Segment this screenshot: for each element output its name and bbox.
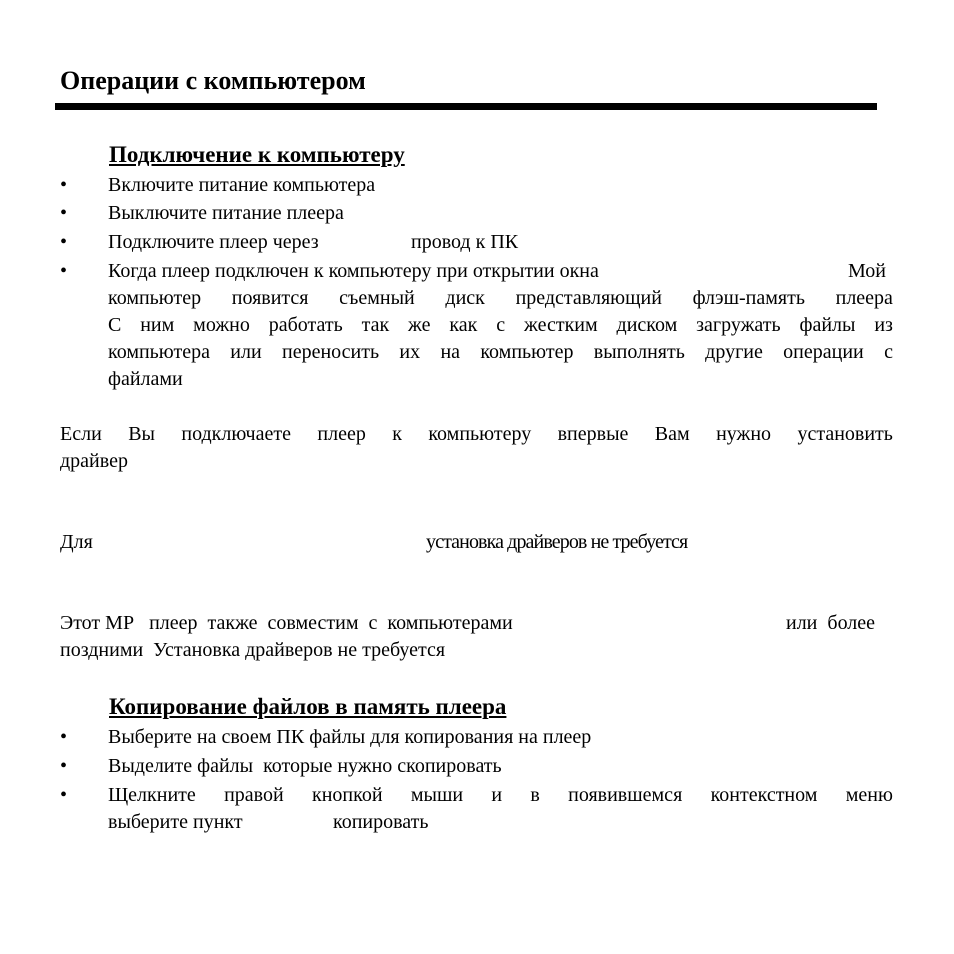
list-item-line: Когда плеер подключен к компьютеру при открытии окна bbox=[108, 260, 599, 282]
bullet-icon: • bbox=[60, 202, 68, 224]
list-item-line: компьютера или переносить их на компьютер выполнять другие операции с bbox=[108, 341, 893, 363]
section-title-copy: Копирование файлов в память плеера bbox=[109, 694, 507, 719]
list-item: Выключите питание плеера bbox=[108, 202, 344, 224]
list-item: провод к ПК bbox=[411, 231, 519, 253]
list-item: Выделите файлы которые нужно скопировать bbox=[108, 755, 502, 777]
list-item: Подключите плеер через bbox=[108, 231, 319, 253]
paragraph-line: драйвер bbox=[60, 450, 128, 472]
section-title-connect: Подключение к компьютеру bbox=[109, 142, 405, 167]
bullet-icon: • bbox=[60, 231, 68, 253]
list-item-line: С ним можно работать так же как с жестким диском загружать файлы из bbox=[108, 314, 893, 336]
paragraph-line: поздними Установка драйверов не требуется bbox=[60, 639, 446, 661]
bullet-icon: • bbox=[60, 260, 68, 282]
list-item-line: Щелкните правой кнопкой мыши и в появившемся контекстном меню bbox=[108, 784, 893, 806]
bullet-icon: • bbox=[60, 784, 68, 806]
bullet-icon: • bbox=[60, 755, 68, 777]
list-item: Выберите на своем ПК файлы для копирования на плеер bbox=[108, 726, 592, 748]
bullet-icon: • bbox=[60, 174, 68, 196]
list-item-line: выберите пункт bbox=[108, 811, 243, 833]
title-rule bbox=[55, 103, 877, 110]
list-item-line: Мой bbox=[848, 260, 886, 282]
page-title: Операции с компьютером bbox=[60, 66, 366, 95]
paragraph-line: или более bbox=[786, 612, 876, 634]
list-item-line: компьютер появится съемный диск представляющий флэш-память плеера bbox=[108, 287, 893, 309]
paragraph-line: Для bbox=[60, 531, 93, 553]
list-item: Включите питание компьютера bbox=[108, 174, 376, 196]
paragraph-line: Этот МР плеер также совместим с компьютерами bbox=[60, 612, 513, 634]
paragraph-line: установка драйверов не требуется bbox=[426, 531, 688, 553]
bullet-icon: • bbox=[60, 726, 68, 748]
list-item-line: копировать bbox=[333, 811, 429, 833]
paragraph-line: Если Вы подключаете плеер к компьютеру впервые Вам нужно установить bbox=[60, 423, 893, 445]
list-item-line: файлами bbox=[108, 368, 183, 390]
